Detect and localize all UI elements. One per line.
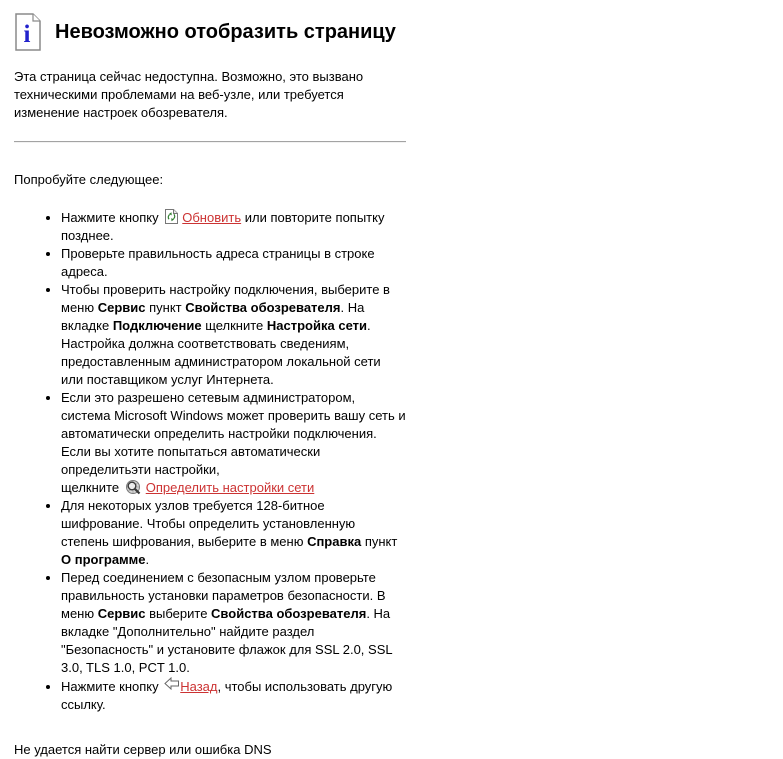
intro-text: Эта страница сейчас недоступна. Возможно, это вызвано техническими проблемами на веб-узле, или требуется изменение настроек обозревателя. bbox=[14, 69, 364, 120]
list-item: • Перед соединением с безопасным узлом проверьте правильность установки параметров безопасности. В меню Сервис выберите Свойства обозревателя. На вкладке "Дополнительно" найдите раздел "Безопасность" и установите флажок для SSL 2.0, SSL 3.0, TLS 1.0, PCT 1.0. bbox=[61, 569, 406, 677]
bold-term: О программе bbox=[61, 552, 146, 567]
bold-term: Сервис bbox=[97, 606, 146, 621]
bold-term: Сервис bbox=[97, 300, 146, 315]
error-page-content bbox=[14, 12, 406, 759]
list-item: • Нажмите кнопку Обновить или повторите попытку позднее. bbox=[61, 208, 406, 245]
refresh-page-icon bbox=[164, 208, 179, 225]
list-item: • Чтобы проверить настройку подключения, выберите в меню Сервис пункт Свойства обозревателя. На вкладке Подключение щелкните Настройка сети. Настройка должна соответствовать сведениям, предоставленным администратором локальной сети или поставщиком услуг Интернета. bbox=[61, 281, 406, 389]
suggestions-list bbox=[14, 208, 406, 714]
bold-term: Справка bbox=[307, 534, 362, 549]
back-link[interactable]: Назад bbox=[180, 679, 218, 694]
document-info-icon bbox=[14, 12, 42, 52]
bold-term: Свойства обозревателя bbox=[211, 606, 367, 621]
dns-error-text: Не удается найти сервер или ошибка DNS bbox=[14, 742, 272, 757]
detect-settings-link[interactable]: Определить настройки сети bbox=[145, 480, 315, 495]
divider bbox=[14, 141, 406, 143]
detect-settings-icon bbox=[125, 479, 143, 495]
svg-text:i: i bbox=[23, 21, 31, 48]
bold-term: Свойства обозревателя bbox=[185, 300, 341, 315]
list-item: • Для некоторых узлов требуется 128-битное шифрование. Чтобы определить установленную степень шифрования, выберите в меню Справка пункт О программе. bbox=[61, 497, 406, 569]
try-following-heading: Попробуйте следующее: bbox=[14, 172, 164, 187]
list-item: • Проверьте правильность адреса страницы в строке адреса. bbox=[61, 245, 406, 281]
bold-term: Настройка сети bbox=[266, 318, 367, 333]
page-title: Невозможно отобразить страницу bbox=[55, 20, 396, 43]
page-header bbox=[14, 12, 406, 52]
bold-term: Подключение bbox=[112, 318, 202, 333]
back-arrow-icon bbox=[164, 677, 180, 690]
refresh-link[interactable]: Обновить bbox=[182, 210, 242, 225]
list-item: • Нажмите кнопку Назад, чтобы использовать другую ссылку. bbox=[61, 677, 406, 714]
list-item: • Если это разрешено сетевым администратором, система Microsoft Windows может проверить вашу сеть и автоматически определить настройки подключения. Если вы хотите попытаться автоматически определитьэти настройки, щелкните Определить настройки сети bbox=[61, 389, 406, 497]
